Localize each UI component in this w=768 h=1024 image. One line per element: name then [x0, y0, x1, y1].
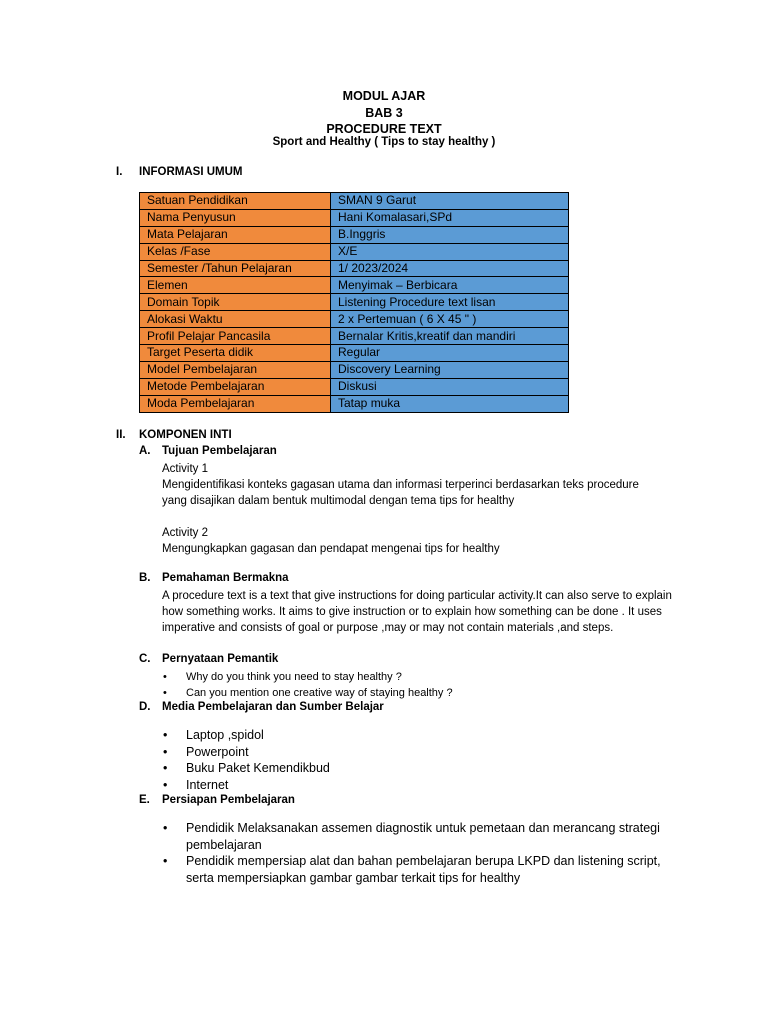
- table-cell-value: Tatap muka: [331, 395, 569, 412]
- table-cell-key: Model Pembelajaran: [140, 361, 331, 378]
- subsection-number: A.: [139, 445, 151, 457]
- list-item: • Internet: [186, 777, 686, 794]
- table-row: [140, 260, 569, 277]
- list-item: • Pendidik mempersiap alat dan bahan pembelajaran berupa LKPD dan listening script, serta mempersiapkan gambar gambar terkait tips for healthy: [186, 853, 676, 886]
- table-row: [140, 209, 569, 226]
- document-title: [0, 88, 768, 138]
- table-cell-key: Mata Pelajaran: [140, 226, 331, 243]
- table-cell-key: Domain Topik: [140, 294, 331, 311]
- subsection-number: D.: [139, 701, 151, 713]
- table-row: [140, 226, 569, 243]
- title-line-1: MODUL AJAR: [342, 89, 426, 103]
- document-subtitle: Sport and Healthy ( Tips to stay healthy ): [272, 136, 496, 148]
- pemahaman-text: A procedure text is a text that give instructions for doing particular activity.It can also serve to explain how something works. It aims to give instruction or to explain how something can be done . It uses imperative and consists of goal or purpose ,may or may not contain materials ,and steps.: [162, 590, 672, 635]
- section-number: II.: [116, 429, 126, 441]
- table-cell-key: Profil Pelajar Pancasila: [140, 328, 331, 345]
- table-cell-value: X/E: [331, 243, 569, 260]
- table-row: [140, 311, 569, 328]
- list-item: • Powerpoint: [186, 744, 686, 761]
- table-row: [140, 277, 569, 294]
- table-cell-value: Listening Procedure text lisan: [331, 294, 569, 311]
- subsection-number: C.: [139, 653, 151, 665]
- table-row: [140, 193, 569, 210]
- subsection-title: Pemahaman Bermakna: [162, 572, 289, 584]
- table-row: [140, 294, 569, 311]
- subsection-title: Pernyataan Pemantik: [162, 653, 279, 665]
- table-row: [140, 328, 569, 345]
- activity-1-text: Mengidentifikasi konteks gagasan utama dan informasi terperinci berdasarkan teks procedure yang disajikan dalam bentuk multimodal dengan tema tips for healthy: [162, 479, 639, 508]
- list-item: • Pendidik Melaksanakan assemen diagnostik untuk pemetaan dan merancang strategi pembelajaran: [186, 820, 676, 853]
- subsection-title: Tujuan Pembelajaran: [162, 445, 277, 457]
- activity-2-label: Activity 2: [162, 527, 209, 539]
- section-title: INFORMASI UMUM: [139, 166, 243, 178]
- table-cell-value: Bernalar Kritis,kreatif dan mandiri: [331, 328, 569, 345]
- subsection-title: Persiapan Pembelajaran: [162, 794, 295, 806]
- section-title: KOMPONEN INTI: [139, 429, 232, 441]
- subsection-number: B.: [139, 572, 151, 584]
- table-cell-key: Kelas /Fase: [140, 243, 331, 260]
- table-row: [140, 243, 569, 260]
- list-item: • Laptop ,spidol: [186, 727, 686, 744]
- list-item: • Buku Paket Kemendikbud: [186, 760, 686, 777]
- activity-2-text: Mengungkapkan gagasan dan pendapat mengenai tips for healthy: [162, 543, 500, 555]
- subsection-number: E.: [139, 794, 150, 806]
- table-cell-value: SMAN 9 Garut: [331, 193, 569, 210]
- table-cell-key: Nama Penyusun: [140, 209, 331, 226]
- table-row: [140, 395, 569, 412]
- pemantik-list: [186, 669, 453, 701]
- persiapan-list: [186, 820, 676, 886]
- table-cell-key: Semester /Tahun Pelajaran: [140, 260, 331, 277]
- media-list: [186, 727, 686, 793]
- table-cell-key: Metode Pembelajaran: [140, 378, 331, 395]
- list-item: • Why do you think you need to stay healthy ?: [186, 669, 453, 685]
- table-cell-key: Elemen: [140, 277, 331, 294]
- activity-1-label: Activity 1: [162, 463, 209, 475]
- section-number: I.: [116, 166, 123, 178]
- table-cell-key: Satuan Pendidikan: [140, 193, 331, 210]
- table-cell-value: Discovery Learning: [331, 361, 569, 378]
- info-table: [139, 192, 569, 413]
- table-cell-value: B.Inggris: [331, 226, 569, 243]
- list-item: • Can you mention one creative way of staying healthy ?: [186, 685, 453, 701]
- table-cell-value: Hani Komalasari,SPd: [331, 209, 569, 226]
- table-cell-value: 2 x Pertemuan ( 6 X 45 " ): [331, 311, 569, 328]
- table-cell-key: Alokasi Waktu: [140, 311, 331, 328]
- table-cell-value: Diskusi: [331, 378, 569, 395]
- subsection-title: Media Pembelajaran dan Sumber Belajar: [162, 701, 384, 713]
- table-cell-value: Menyimak – Berbicara: [331, 277, 569, 294]
- title-line-3: PROCEDURE TEXT: [326, 122, 442, 136]
- title-line-2: BAB 3: [365, 105, 403, 120]
- table-cell-key: Target Peserta didik: [140, 345, 331, 362]
- table-row: [140, 361, 569, 378]
- table-cell-key: Moda Pembelajaran: [140, 395, 331, 412]
- table-row: [140, 378, 569, 395]
- table-row: [140, 345, 569, 362]
- table-cell-value: 1/ 2023/2024: [331, 260, 569, 277]
- table-cell-value: Regular: [331, 345, 569, 362]
